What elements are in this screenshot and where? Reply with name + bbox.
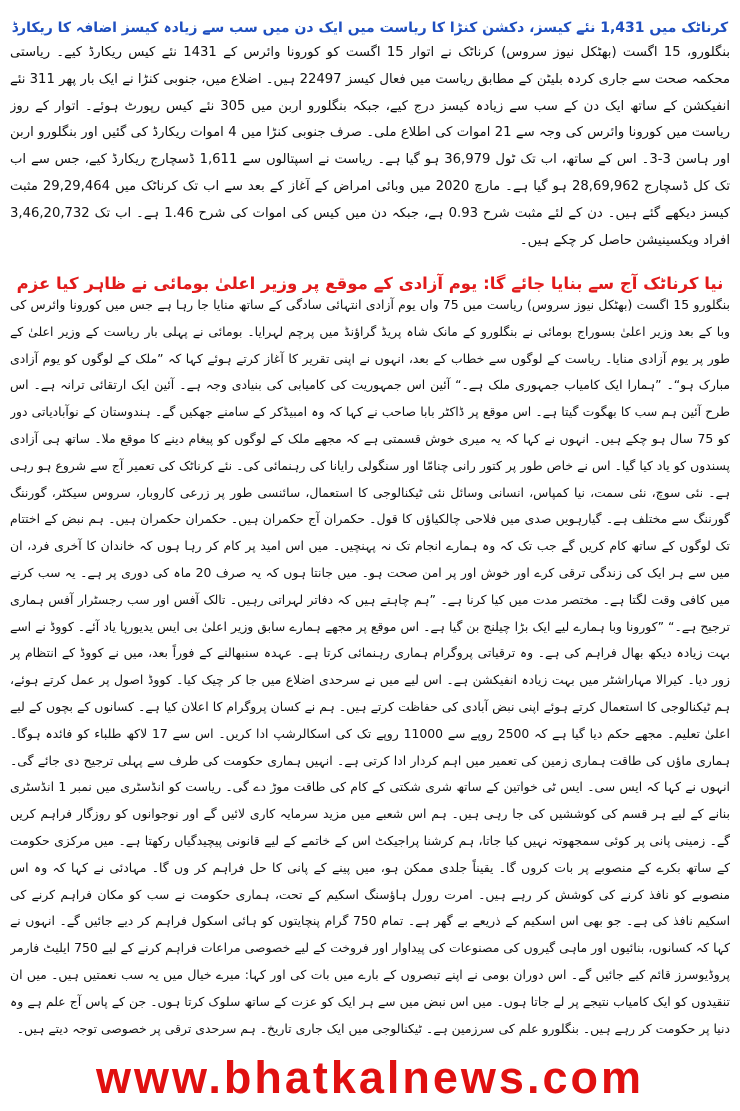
site-url: www.bhatkalnews.com bbox=[96, 1052, 644, 1103]
article1-body: بنگلورو، 15 اگست (بھٹکل نیوز سروس) کرناٹک نے اتوار 15 اگست کو کورونا وائرس کے 1431 نئے کیس ریکارڈ کیے۔ ریاستی محکمہ صحت سے جاری کردہ بلیٹن کے مطابق ریاست میں فعال کیسز 22497 ہیں۔ اضلاع میں، جنوبی کنڑا نے ایک بار پھر 311 نئے انفیکشن کے ساتھ ایک دن کے سب سے زیادہ کیسز درج کیے، جبکہ بنگلورو اربن میں 305 نئے کیس رپورٹ ہوئے۔ اتوار کے روز ریاست میں کورونا وائرس کی وجہ سے 21 اموات کی اطلاع ملی۔ صرف جنوبی کنڑا میں 4 اموات ریکارڈ کی گئیں اور بنگلورو اربن اور ہاسن 3-3۔ اس کے ساتھ، اب تک ٹول 36,979 ہو گیا ہے۔ ریاست نے اسپتالوں سے 1,611 ڈسچارج ریکارڈ کیے، جس سے اب تک کل ڈسچارج 28,69,962 ہو گیا ہے۔ مارچ 2020 میں وبائی امراض کے آغاز کے بعد سے اب تک کرناٹک میں 29,29,464 مثبت کیسز دیکھے گئے ہیں۔ دن کے لئے مثبت شرح 0.93 ہے، جبکہ دن میں کیس کی اموات کی شرح 1.46 ہے۔ اب تک 3,46,20,732 افراد ویکسینیشن حاصل کر چکے ہیں۔ bbox=[10, 45, 730, 248]
article1-headline: کرناٹک میں 1,431 نئے کیسز، دکشن کنڑا کا ریاست میں ایک دن میں سب سے زیادہ کیسز اضافہ کا ریکارڈ bbox=[11, 20, 729, 37]
article2-body: بنگلورو 15 اگست (بھٹکل نیوز سروس) ریاست میں 75 واں یوم آزادی انتہائی سادگی کے ساتھ منایا جا رہا ہے جس میں کورونا وائرس کی وبا کے بعد وزیر اعلیٰ بسوراج بومائی نے بنگلورو کے مانک شاہ پریڈ گراؤنڈ میں پرچم لہرایا۔ بومائی نے پہلی بار ریاست کے وزیر اعلیٰ کے طور پر یوم آزادی منایا۔ ریاست کے لوگوں سے خطاب کے بعد، انہوں نے اپنی تقریر کا آغاز کرتے ہوئے کہا کہ ”ملک کے لوگوں کو یوم آزادی مبارک ہو“۔ ”ہمارا ایک کامیاب جمہوری ملک ہے۔“ آئین اس جمہوریت کی کامیابی کی بنیادی وجہ ہے۔ آئین ایک ارتقائی ترانہ ہے۔ اس طرح آئین ہم سب کا بھگوت گیتا ہے۔ اس موقع پر ڈاکٹر بابا صاحب نے کہا کہ وہ امبیڈکر کے سامنے جھکیں گے۔ ہندوستان کے نوآبادیاتی دور کو 75 سال ہو چکے ہیں۔ انہوں نے کہا کہ یہ میری خوش قسمتی ہے کہ مجھے ملک کے لوگوں کو پیغام دینے کا موقع ملا۔ ساتھ ہی آزادی پسندوں کو یاد کیا گیا۔ اس نے خاص طور پر کتور رانی چنامّا اور سنگولی رایانا کی رہنمائی کی۔ نئے کرناٹک کی تعمیر آج سے شروع ہو رہی ہے۔ نئی سوچ، نئی سمت، نیا کمپاس، انسانی وسائل نئی ٹیکنالوجی کا استعمال، سائنسی طور پر زرعی کاروبار، سروس سیکٹر، گورننگ گورننگ سے مختلف ہے۔ گیارہویں صدی میں فلاحی چالکیاؤں کا قول۔ حکمران آج حکمران ہیں۔ حکمران حکمران ہیں۔ ہم نبض کے اختتام تک لوگوں کے ساتھ کام کریں گے جب تک کہ وہ ہمارے انجام تک نہ پہنچیں۔ میں اس امید پر کام کر رہا ہوں کہ خاندان کا آخری فرد، ان میں سے ہر ایک کی زندگی ترقی کرے اور خوش اور پر امن صحت ہو۔ میں جانتا ہوں کہ یہ صرف 20 ماہ کی دوری پر ہے۔ یہ سب کرنے میں کافی وقت لگتا ہے۔ مختصر مدت میں کیا کرنا ہے۔ ”ہم چاہتے ہیں کہ دفاتر لہراتی رہیں۔ تالک آفس اور سب رجسٹرار آفس ہماری ترجیح ہے۔“ ”کورونا وبا ہمارے لیے ایک بڑا چیلنج بن گیا ہے۔ اس موقع پر مجھے ہمارے سابق وزیر اعلیٰ بی ایس یدیورپا یاد آئے۔ کووڈ نے اسے بہت زیادہ دیکھ بھال فراہم کی ہے۔ وہ ترقیاتی پروگرام ہماری رہنمائی کرتا ہے۔ عہدہ سنبھالنے کے فوراً بعد، میں نے کووڈ کے انتظام پر زور دیا۔ کیرالا مہاراشٹر میں بہت زیادہ انفیکشن ہے۔ اس لیے میں نے سرحدی اضلاع میں جا کر چیک کیا۔ کووڈ اصول پر عمل کرتے ہوئے، ہم ٹیکنالوجی کا استعمال کرتے ہوئے اپنی نبض آبادی کی حفاظت کرتے ہیں۔ ہم نے کسان پروگرام کا اعلان کیا ہے۔ کسانوں کے بچوں کے لیے اعلیٰ تعلیم۔ مجھے حکم دیا گیا ہے کہ 2500 روپے سے 11000 روپے تک کی اسکالرشپ ادا کریں۔ اس سے 17 لاکھ طلباء کو فائدہ ہوگا۔ ہماری ماؤں کی طاقت ہماری زمین کی تعمیر میں اہم کردار ادا کرتی ہے۔ انہیں ہماری حکومت کی طرف سے پہلی ترجیح دی جائے گی۔ انہوں نے کہا کہ ایس سی۔ ایس ٹی خواتین کے ساتھ شری شکتی کے کام کی طاقت موڑ دے گی۔ ریاست کو انڈسٹری میں نمبر 1 انڈسٹری بنانے کے لیے ہر قسم کی کوششیں کی جا رہی ہیں۔ ہم اس شعبے میں مزید سرمایہ کاری لائیں گے اور نوجوانوں کو روزگار فراہم کریں گے۔ زمینی پانی پر کوئی سمجھوتہ نہیں کیا جاتا، ہم کرشنا پراجیکٹ اس کے خاتمے کے لیے قانونی پیچیدگیاں رکھتا ہے۔ میں مرکزی حکومت کے ساتھ بکرے کے منصوبے پر بات کروں گا۔ یقیناً جلدی ممکن ہو، میں پینے کے پانی کا حل فراہم کر وں گا۔ مہادئی نے کہا کہ وہ اس منصوبے کو نافذ کرنے کی کوشش کر رہے ہیں۔ امرت رورل ہاؤسنگ اسکیم کے تحت، ہماری حکومت نے سب کو مکان فراہم کرنے کی اسکیم نافذ کی ہے۔ جو بھی اس اسکیم کے ذریعے بے گھر ہے۔ تمام 750 گرام پنچایتوں کو ہائی اسکول فراہم کر دیے جائیں گے۔ انہوں نے کہا کہ کسانوں، بنائیوں اور ماہی گیروں کی مصنوعات کی پیداوار اور فروخت کے لیے خصوصی مراعات فراہم کرنے کے لیے 750 ایلیٹ فارمر پروڈیوسرز قائم کیے جائیں گے۔ اس دوران بومی نے اپنے تبصروں کے بارے میں بات کی اور کہا: میرے خیال میں یہ سب نعمتیں ہیں۔ میں ان تنقیدوں کو ایک کامیاب نتیجے پر لے جاتا ہوں۔ میں اس نبض میں سے ہر ایک کو عزت کے ساتھ سلوک کرتا ہوں۔ جن کے پاس آج علم ہے وہ دنیا پر حکومت کر رہے ہیں۔ بنگلورو علم کی سرزمین ہے۔ ٹیکنالوجی میں ایک جاری تاریخ۔ ہم سرحدی ترقی پر خصوصی توجہ دیتے ہیں۔ bbox=[10, 297, 730, 1036]
article2-headline: نیا کرناٹک آج سے بنایا جائے گا: یوم آزادی کے موقع پر وزیر اعلیٰ بومائی نے ظاہر کیا عزم bbox=[16, 273, 724, 293]
